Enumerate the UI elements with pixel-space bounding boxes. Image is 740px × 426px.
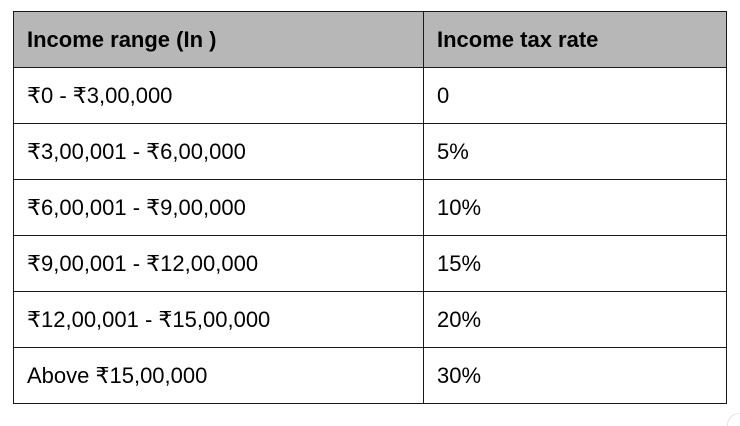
tax-rate-cell: 15% (424, 236, 727, 292)
income-range-cell: Above ₹15,00,000 (14, 348, 424, 404)
table-row (14, 68, 727, 124)
column-header-tax-rate: Income tax rate (424, 12, 727, 68)
tax-rate-cell: 30% (424, 348, 727, 404)
income-range-cell: ₹0 - ₹3,00,000 (14, 68, 424, 124)
corner-decoration (727, 413, 740, 426)
table-header-row (14, 12, 727, 68)
income-range-cell: ₹3,00,001 - ₹6,00,000 (14, 124, 424, 180)
table-row (14, 236, 727, 292)
table-row (14, 348, 727, 404)
tax-rate-cell: 5% (424, 124, 727, 180)
column-header-income-range: Income range (In ) (14, 12, 424, 68)
table-row (14, 180, 727, 236)
tax-slab-table-container (13, 11, 727, 404)
table-row (14, 124, 727, 180)
tax-rate-cell: 20% (424, 292, 727, 348)
income-range-cell: ₹12,00,001 - ₹15,00,000 (14, 292, 424, 348)
tax-rate-cell: 0 (424, 68, 727, 124)
income-range-cell: ₹6,00,001 - ₹9,00,000 (14, 180, 424, 236)
tax-rate-cell: 10% (424, 180, 727, 236)
tax-slab-table (13, 11, 727, 404)
income-range-cell: ₹9,00,001 - ₹12,00,000 (14, 236, 424, 292)
table-row (14, 292, 727, 348)
